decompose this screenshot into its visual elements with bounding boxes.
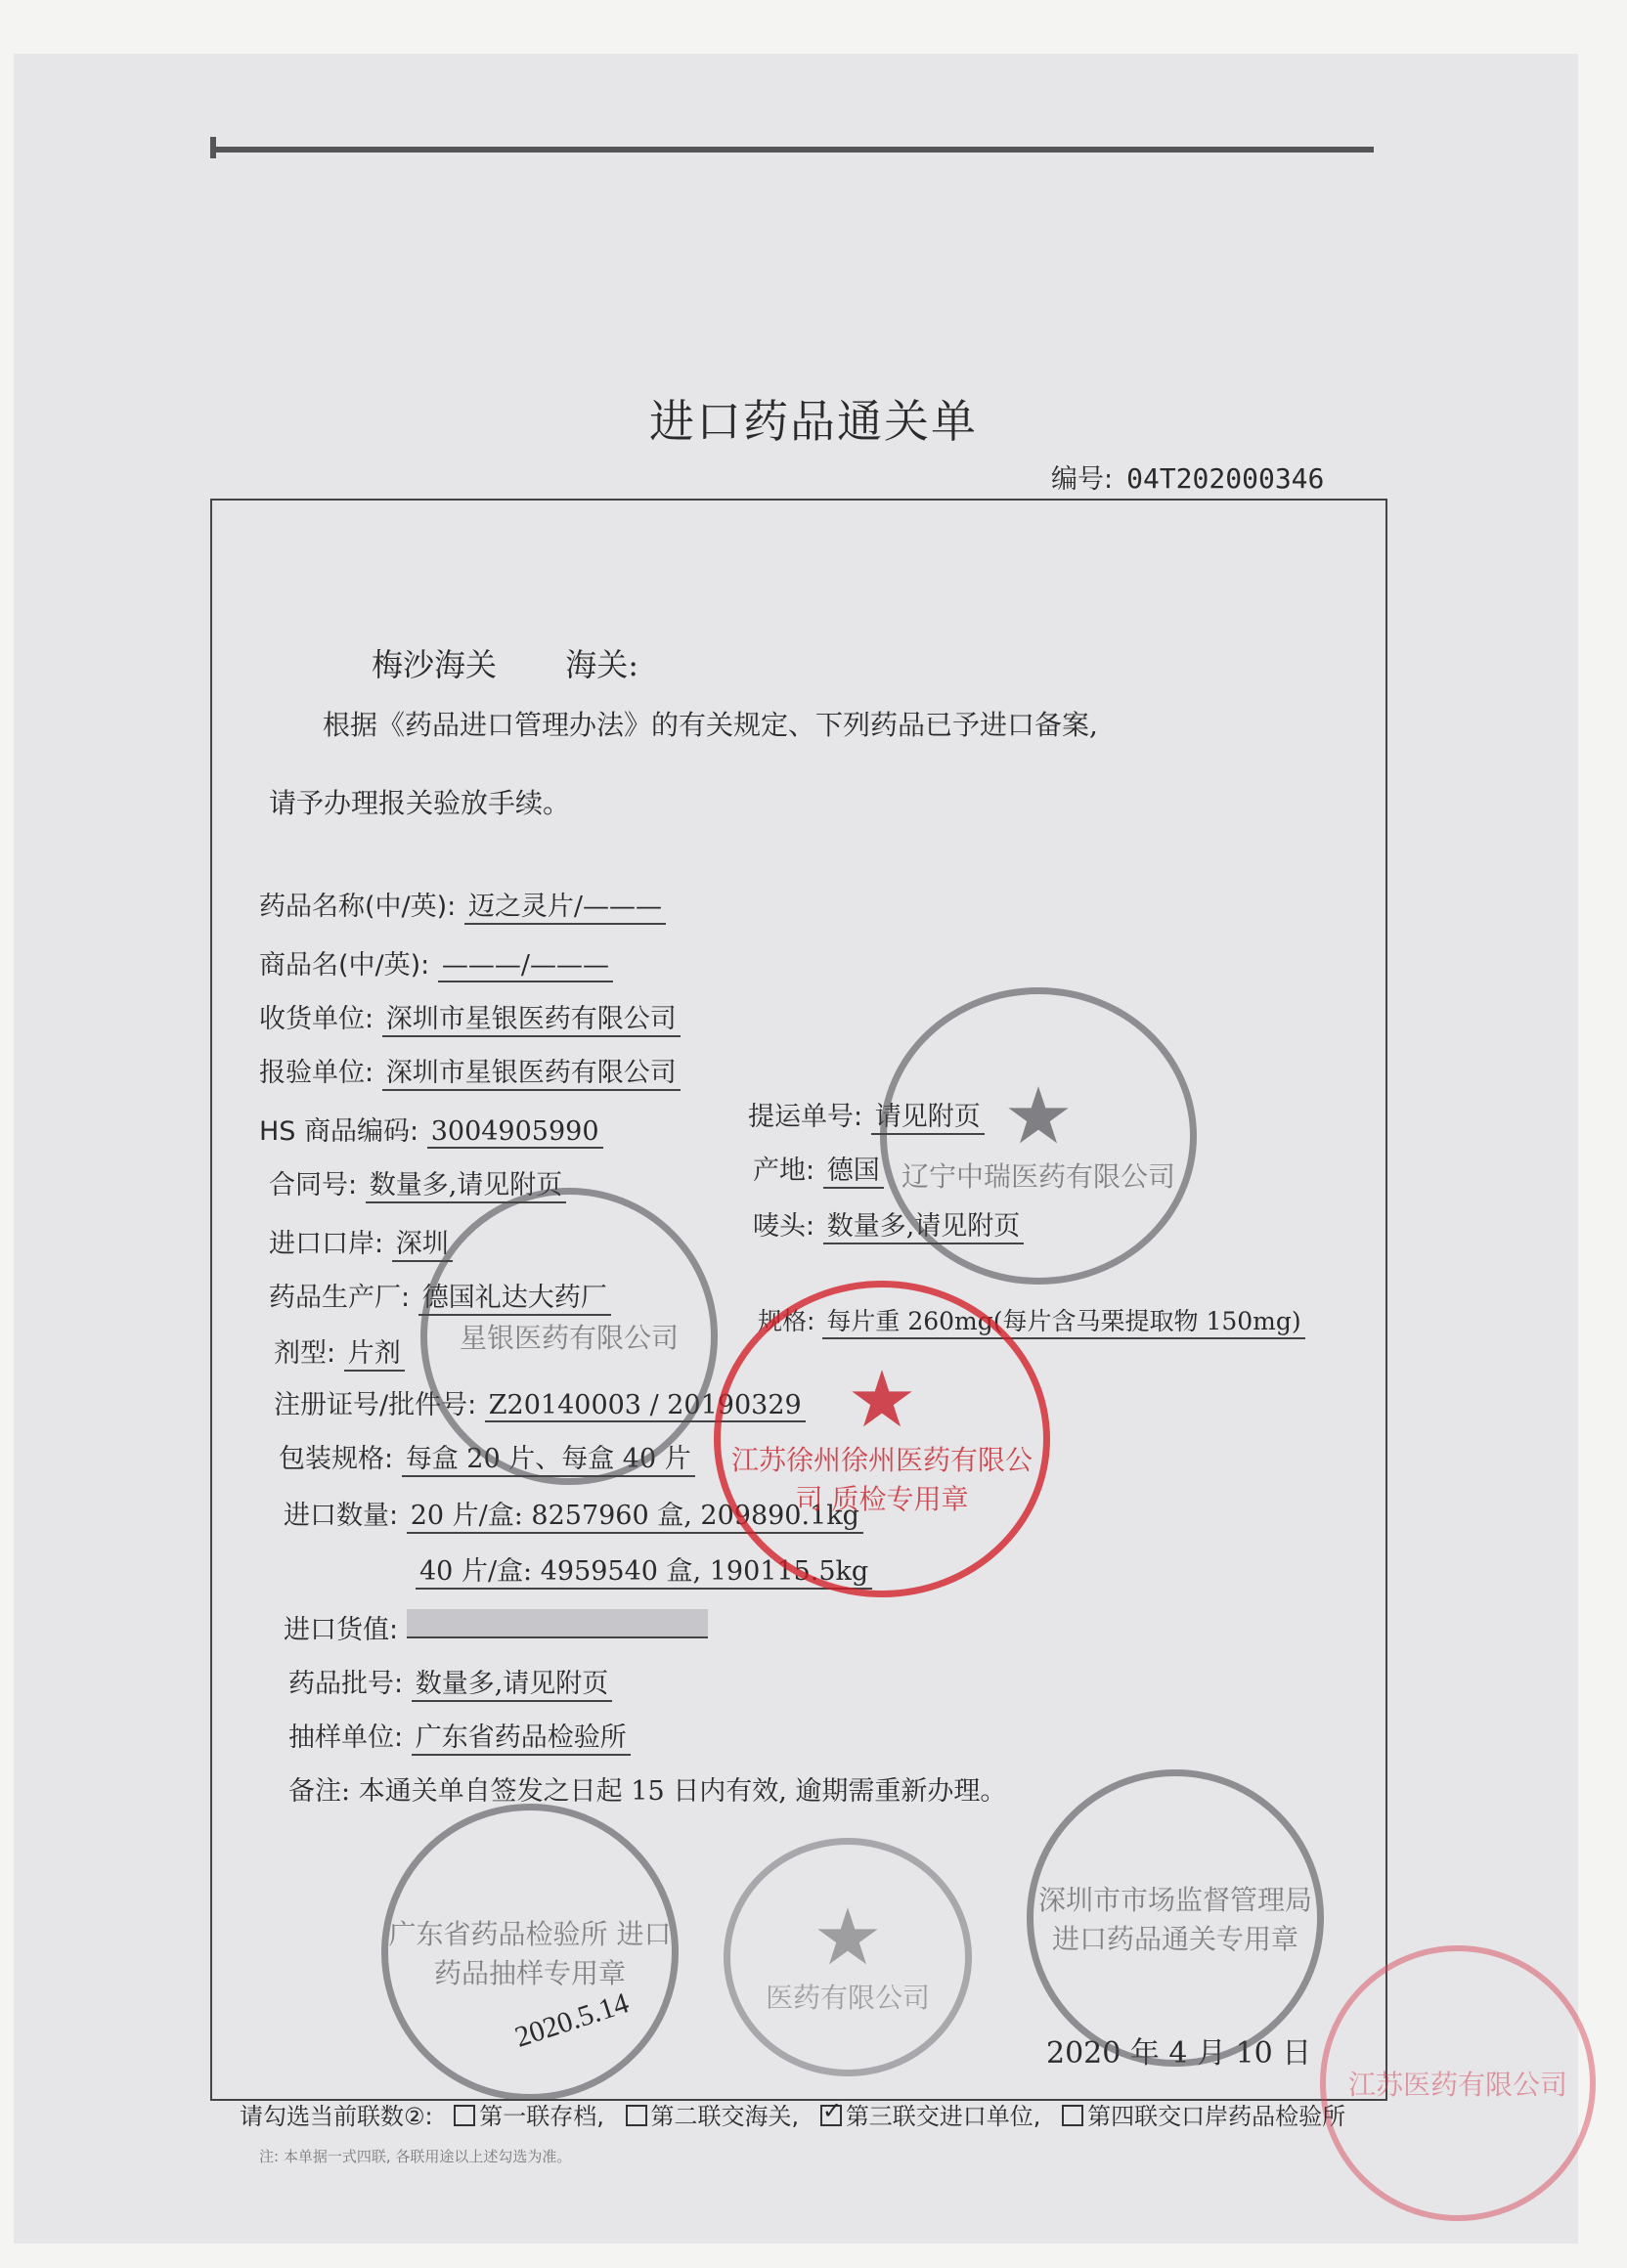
market-supervision-seal — [1027, 1769, 1324, 2067]
checkbox-copy-1[interactable] — [454, 2105, 475, 2126]
intro-line-2: 请予办理报关验放手续。 — [269, 787, 571, 819]
field-value: 请见附页 — [871, 1095, 985, 1135]
issue-date: 2020 年 4 月 10 日 — [1046, 2036, 1312, 2071]
stamp-text: 江苏医药有限公司 — [1347, 2069, 1567, 2101]
field-label: 进口口岸: — [269, 1229, 384, 1259]
star-icon: ★ — [847, 1354, 917, 1445]
field-value: 每片重 260mg(每片含马栗提取物 150mg) — [822, 1302, 1304, 1339]
field-value: 广东省药品检验所 — [412, 1716, 631, 1756]
copy-selector — [240, 2097, 1345, 2131]
field-value: Z20140003 / 20190329 — [485, 1390, 806, 1422]
field-hs-code — [259, 1110, 603, 1149]
addressee-name: 梅沙海关 — [372, 646, 498, 683]
top-rule-tick — [210, 137, 216, 158]
field-label: 提运单号: — [748, 1102, 863, 1132]
star-icon: ★ — [813, 1892, 883, 1983]
remark: 备注: 本通关单自签发之日起 15 日内有效, 逾期需重新办理。 — [288, 1776, 1007, 1807]
red-quality-seal — [714, 1281, 1050, 1597]
field-label: 抽样单位: — [288, 1723, 404, 1753]
field-value: 深圳市星银医药有限公司 — [382, 997, 681, 1037]
field-value: 数量多,请见附页 — [412, 1662, 613, 1702]
checkbox-copy-2[interactable] — [626, 2105, 647, 2126]
field-import-port — [269, 1222, 453, 1262]
field-label: 规格: — [758, 1307, 815, 1335]
field-drug-name — [259, 885, 666, 925]
checkbox-label: 第二联交海关, — [650, 2103, 800, 2130]
checkbox-copy-4[interactable] — [1062, 2105, 1083, 2126]
field-trade-name — [259, 943, 613, 982]
field-label: 产地: — [753, 1156, 815, 1186]
company-seal-bottom — [724, 1838, 972, 2076]
field-dosage-form — [274, 1331, 405, 1372]
company-seal-top — [880, 987, 1197, 1285]
field-label: 收货单位: — [259, 1004, 374, 1034]
corner-seal — [1320, 1945, 1596, 2221]
field-value: 数量多,请见附页 — [823, 1204, 1025, 1244]
checkbox-label: 第四联交口岸药品检验所 — [1087, 2103, 1346, 2130]
field-batch-no — [288, 1662, 612, 1702]
field-label: 商品名(中/英): — [259, 950, 430, 981]
handwritten-date: 2020.5.14 — [510, 1986, 634, 2054]
stamp-text: 江苏徐州徐州医药有限公司 质检专用章 — [730, 1444, 1033, 1515]
serial-value: 04T202000346 — [1126, 462, 1325, 495]
stamp-text: 医药有限公司 — [765, 1982, 930, 2014]
addressee — [372, 640, 638, 685]
field-label: 报验单位: — [259, 1058, 374, 1088]
field-label: 进口货值: — [284, 1615, 399, 1645]
star-icon: ★ — [1003, 1070, 1074, 1161]
field-sampling-unit — [288, 1716, 631, 1756]
field-value: 德国礼达大药厂 — [418, 1276, 611, 1316]
field-origin — [753, 1149, 884, 1189]
field-value: 数量多,请见附页 — [366, 1163, 567, 1203]
checkbox-label: 第一联存档, — [479, 2103, 604, 2130]
document-title: 进口药品通关单 — [649, 395, 978, 448]
stamp-text: 辽宁中瑞医药有限公司 — [901, 1160, 1175, 1193]
field-value-redacted — [407, 1609, 708, 1638]
field-label: 药品名称(中/英): — [259, 892, 457, 922]
field-value: 每盒 20 片、每盒 40 片 — [402, 1437, 695, 1477]
field-label: 包装规格: — [279, 1444, 394, 1474]
field-value: ———/——— — [438, 950, 613, 982]
field-consignee — [259, 997, 681, 1037]
field-label: 注册证号/批件号: — [274, 1390, 477, 1420]
field-value-line-1: 20 片/盒: 8257960 盒, 209890.1kg — [407, 1494, 863, 1534]
top-rule — [210, 147, 1374, 153]
stamp-text: 星银医药有限公司 — [459, 1322, 679, 1354]
field-value: 深圳市星银医药有限公司 — [382, 1051, 681, 1091]
field-value: 3004905990 — [427, 1116, 603, 1149]
field-label: 药品批号: — [288, 1669, 404, 1699]
field-inspection-unit — [259, 1051, 681, 1091]
footnote: 注: 本单据一式四联, 各联用途以上述勾选为准。 — [259, 2148, 572, 2165]
copy-selector-prompt: 请勾选当前联数②: — [240, 2103, 433, 2130]
field-label: 合同号: — [269, 1170, 358, 1200]
field-value: 迈之灵片/——— — [464, 885, 666, 925]
serial-label: 编号: — [1051, 464, 1114, 495]
stamp-text: 深圳市市场监督管理局 进口药品通关专用章 — [1037, 1884, 1312, 1955]
serial-number — [1051, 458, 1324, 496]
field-label: 剂型: — [274, 1338, 336, 1369]
field-value-line-2: 40 片/盒: 4959540 盒, 190115.5kg — [416, 1549, 872, 1590]
field-value: 深圳 — [392, 1222, 453, 1262]
checkbox-label: 第三联交进口单位, — [845, 2103, 1041, 2130]
field-label: HS 商品编码: — [259, 1116, 419, 1147]
field-value: 片剂 — [344, 1331, 405, 1372]
checkbox-copy-3[interactable] — [820, 2105, 842, 2126]
addressee-suffix: 海关: — [565, 646, 638, 683]
sampling-seal — [381, 1804, 679, 2101]
field-value: 德国 — [823, 1149, 884, 1189]
field-label: 进口数量: — [284, 1501, 399, 1531]
company-seal-middle — [420, 1188, 718, 1485]
field-label: 药品生产厂: — [269, 1283, 411, 1313]
stamp-text: 广东省药品检验所 进口药品抽样专用章 — [388, 1918, 672, 1989]
field-label: 唛头: — [753, 1211, 815, 1242]
field-value-goods — [284, 1608, 708, 1646]
intro-line-1: 根据《药品进口管理办法》的有关规定、下列药品已予进口备案, — [323, 709, 1098, 741]
